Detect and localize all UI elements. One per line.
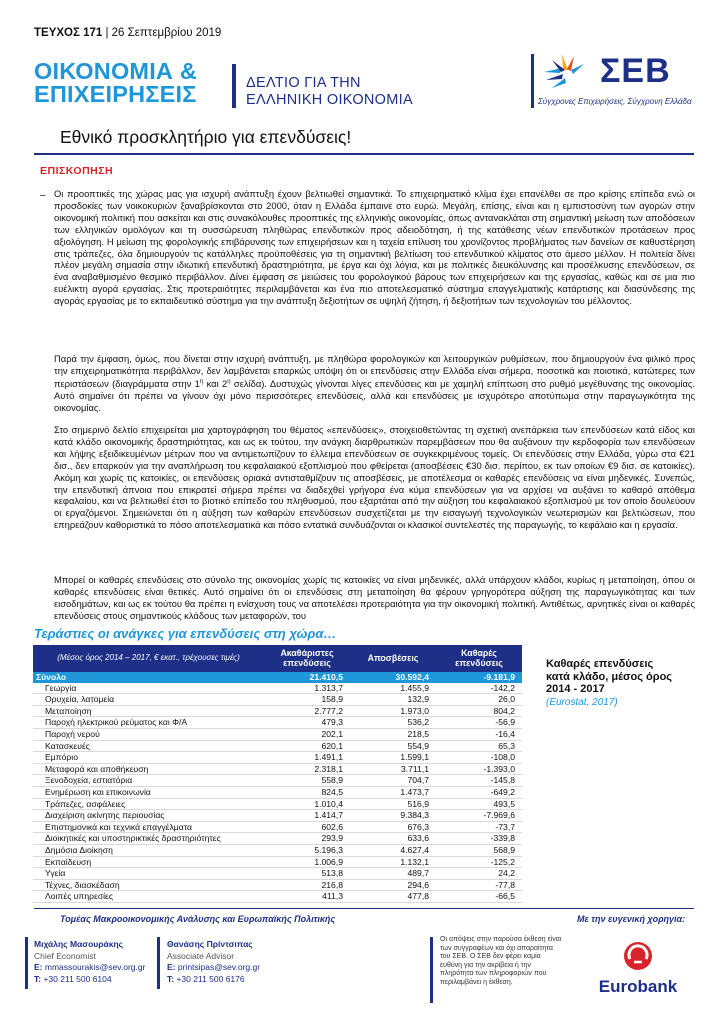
- row-net: 804,2: [436, 705, 522, 717]
- row-label: Γεωργία: [33, 683, 264, 694]
- subtitle-line-2: ΕΛΛΗΝΙΚΗ ΟΙΚΟΝΟΜΙΑ: [246, 92, 413, 108]
- contact-2: [167, 939, 260, 985]
- footer-department: Τομέας Μακροοικονομικής Ανάλυσης και Ευρωπαϊκής Πολιτικής: [60, 914, 336, 924]
- col-gross-line-2: επενδύσεις: [283, 657, 331, 668]
- row-net: -7.969,6: [436, 810, 522, 822]
- table-row: [33, 775, 522, 787]
- row-gross: 620,1: [264, 740, 350, 752]
- row-net: 24,2: [436, 868, 522, 880]
- col-header-gross: [264, 645, 350, 672]
- total-gross: 21.410,5: [264, 672, 350, 683]
- row-net: -77,8: [436, 879, 522, 891]
- row-depreciation: 1.973,0: [350, 705, 436, 717]
- row-gross: 1.010,4: [264, 798, 350, 810]
- row-net: -108,0: [436, 752, 522, 764]
- sev-logo-text: ΣΕΒ: [600, 52, 671, 90]
- side-title-line-1: Καθαρές επενδύσεις: [546, 658, 654, 670]
- paragraph-1: Οι προοπτικές της χώρας μας για ισχυρή ανάπτυξη έχουν βελτιωθεί σημαντικά. Το επιχειρηματικό κλίμα έχει επανέλθει σε προ κρίσης επίπεδα ενώ οι προσδοκίες των νοικοκυριών ξαναβρίσκονται στο 2000, όταν η Ελλάδα έμπαινε στο ευρώ. Μεγάλη, επίσης, είναι και η εμπιστοσύνη των αγορών στην οικονομική πολιτική που ασκείται και στις συνακόλουθες προοπτικές της ελληνικής οικονομίας, όπως αντανακλάται στη σημαντική μείωση των αποδόσεων των ελληνικών ομολόγων και τη συσσώρευση πληθώρας επενδυτικών προς αδειοδότηση, ή της κατάθεσης νέων επενδυτικών προτάσεων προς αξιολόγηση. Η μείωση της φορολογικής επιβάρυνσης των επιχειρήσεων και η ταχεία επίλυση του χρονίζοντος προβλήματος των δανείων σε καθυστέρηση στις τράπεζες, όλα δημιουργούν τις κατάλληλες προϋποθέσεις για τη σημαντική βελτίωση του επενδυτικού κλίματος στο άμεσο μέλλον. Η πολιτεία δίνει πλέον μεγάλη σημασία στην ιδιωτική επενδυτική δραστηριότητα, με έργα και όχι λόγια, και με πολιτικές διευκόλυνσης και προσέλκυσης επενδύσεων, σε ένα αναβαθμισμένο θεσμικό περιβάλλον. Δίνει έμφαση σε μειώσεις του φορολογικού βάρους των επιχειρήσεων και της εργασίας, καθώς και σε μια πιο ευέλικτη αγορά εργασίας. Στις προτεραιότητες περιλαμβάνεται και ένα πιο αποτελεσματικό σύστημα επαγγελματικής κατάρτισης και διασύνδεσης της αγοράς εργασίας με το εκπαιδευτικό σύστημα για την ανάπτυξη δεξιοτήτων σε υψηλή ζήτηση, ή δεξιοτήτων των τεχνολογιών του μέλλοντος.: [54, 188, 695, 307]
- issue-date: | 26 Σεπτεμβρίου 2019: [105, 27, 222, 39]
- col-gross-line-1: Ακαθάριστες: [280, 648, 334, 658]
- row-gross: 1.491,1: [264, 752, 350, 764]
- row-net: -73,7: [436, 821, 522, 833]
- contact-1: [34, 939, 145, 985]
- row-depreciation: 4.627,4: [350, 844, 436, 856]
- table-row: [33, 683, 522, 694]
- row-label: Διαχείριση ακίνητης περιουσίας: [33, 810, 264, 822]
- row-gross: 1.414,7: [264, 810, 350, 822]
- paragraph-4: Μπορεί οι καθαρές επενδύσεις στο σύνολο της οικονομίας χωρίς τις κατοικίες να είναι μηδενικές, αλλά υπάρχουν κλάδοι, κυρίως η μεταποίηση, όπου οι καθαρές επενδύσεις είναι θετικές. Αυτό σημαίνει ότι οι επενδύσεις στη μεταποίηση θα φέρουν γρηγορότερα αύξηση της παραγωγικότητας και των εισοδημάτων, και ως εκ τούτου θα πρέπει η ενίσχυση τους να αποτελέσει προτεραιότητα για την οικονομική πολιτική. Αντιθέτως, αρνητικές είναι οι καθαρές επενδύσεις στους σημαντικούς κλάδους των μεταφορών, του: [54, 574, 695, 621]
- row-net: -125,2: [436, 856, 522, 868]
- col-net-line-2: επενδύσεις: [455, 657, 503, 668]
- contact-1-email-label: E:: [34, 962, 43, 973]
- footer-sponsor-label: Με την ευγενική χορηγία:: [577, 914, 686, 924]
- row-depreciation: 1.473,7: [350, 786, 436, 798]
- bulletin-brand: [34, 60, 197, 106]
- row-label: Διοικητικές και υποστηρικτικές δραστηριότητες: [33, 833, 264, 845]
- sev-tagline: Σύγχρονες Επιχειρήσεις, Σύγχρονη Ελλάδα: [538, 97, 692, 106]
- row-label: Ορυχεία, λατομεία: [33, 694, 264, 706]
- contact-1-phone: +30 211 500 6104: [43, 973, 112, 984]
- contact-1-email[interactable]: mmassourakis@sev.org.gr: [44, 962, 146, 973]
- contact-1-phone-label: T:: [34, 973, 42, 984]
- row-depreciation: 676,3: [350, 821, 436, 833]
- contact-2-email-label: E:: [167, 962, 176, 973]
- superscript-1: η: [199, 378, 204, 385]
- table-row: [33, 705, 522, 717]
- row-label: Λοιπές υπηρεσίες: [33, 891, 264, 903]
- table-row: [33, 752, 522, 764]
- row-label: Παροχή νερού: [33, 728, 264, 740]
- row-label: Επιστημονικά και τεχνικά επαγγέλματα: [33, 821, 264, 833]
- row-net: 568,9: [436, 844, 522, 856]
- row-net: -1.393,0: [436, 763, 522, 775]
- row-net: -339,8: [436, 833, 522, 845]
- row-depreciation: 1.599,1: [350, 752, 436, 764]
- row-depreciation: 489,7: [350, 868, 436, 880]
- side-title-line-3: 2014 - 2017: [546, 683, 605, 695]
- row-label: Υγεία: [33, 868, 264, 880]
- article-title: Εθνικό προσκλητήριο για επενδύσεις!: [60, 127, 352, 147]
- disclaimer-text: Οι απόψεις στην παρούσα έκθεση είναι των συγγραφέων και όχι απαραίτητα του ΣΕΒ. Ο ΣΕΒ δεν φέρει καμία ευθύνη για την ακρίβεια ή την πληρότητα των πληροφοριών που περιλαμβάνει η έκθεση.: [440, 936, 562, 986]
- row-net: -66,5: [436, 891, 522, 903]
- row-gross: 2.777,2: [264, 705, 350, 717]
- table-side-title: [546, 658, 696, 696]
- col-header-depreciation: Αποσβέσεις: [350, 645, 436, 672]
- superscript-2: η: [227, 378, 231, 385]
- row-gross: 824,5: [264, 786, 350, 798]
- table-total-row: [33, 672, 522, 683]
- row-gross: 158,9: [264, 694, 350, 706]
- row-label: Τράπεζες, ασφάλειες: [33, 798, 264, 810]
- subtitle-line-1: ΔΕΛΤΙΟ ΓΙΑ ΤΗΝ: [246, 75, 361, 91]
- row-label: Παροχή ηλεκτρικού ρεύματος και Φ/Α: [33, 717, 264, 729]
- table-row: [33, 868, 522, 880]
- table-row: [33, 786, 522, 798]
- row-net: -56,9: [436, 717, 522, 729]
- row-gross: 513,8: [264, 868, 350, 880]
- row-gross: 1.313,7: [264, 683, 350, 694]
- table-row: [33, 810, 522, 822]
- issue-number: ΤΕΥΧΟΣ 171: [34, 27, 103, 39]
- table-source: (Eurostat, 2017): [546, 697, 618, 708]
- row-label: Εμπόριο: [33, 752, 264, 764]
- paragraph-2: [54, 353, 695, 414]
- row-label: Μεταφορά και αποθήκευση: [33, 763, 264, 775]
- row-gross: 558,9: [264, 775, 350, 787]
- row-net: -142,2: [436, 683, 522, 694]
- row-depreciation: 536,2: [350, 717, 436, 729]
- row-depreciation: 3.711,1: [350, 763, 436, 775]
- contact-1-email-row: [34, 962, 145, 974]
- brand-divider: [232, 64, 236, 108]
- table-row: [33, 891, 522, 903]
- eurobank-logo: [582, 936, 694, 1002]
- row-depreciation: 554,9: [350, 740, 436, 752]
- table-row: [33, 717, 522, 729]
- issue-line: [34, 27, 221, 39]
- contact-1-bar: [25, 937, 28, 989]
- row-net: -16,4: [436, 728, 522, 740]
- contact-2-role: Associate Advisor: [167, 950, 235, 961]
- footer-rule: [34, 908, 694, 909]
- total-net: -9.181,9: [436, 672, 522, 683]
- row-gross: 479,3: [264, 717, 350, 729]
- contact-1-phone-row: [34, 974, 145, 986]
- contact-1-role: Chief Economist: [34, 950, 96, 961]
- eurobank-wordmark: Eurobank: [598, 977, 678, 996]
- contact-1-name: Μιχάλης Μασουράκης: [34, 939, 124, 949]
- row-depreciation: 9.384,3: [350, 810, 436, 822]
- total-depreciation: 30.592,4: [350, 672, 436, 683]
- bulletin-subtitle: [246, 75, 413, 109]
- col-header-net: [436, 645, 522, 672]
- table-row: [33, 844, 522, 856]
- contact-2-name: Θανάσης Πρίντσιπας: [167, 939, 253, 949]
- row-gross: 1.006,9: [264, 856, 350, 868]
- table-row: [33, 798, 522, 810]
- row-net: 65,3: [436, 740, 522, 752]
- row-depreciation: 477,8: [350, 891, 436, 903]
- row-depreciation: 516,9: [350, 798, 436, 810]
- contact-2-phone-label: T:: [167, 973, 175, 984]
- row-net: 26,0: [436, 694, 522, 706]
- row-depreciation: 1.132,1: [350, 856, 436, 868]
- row-gross: 216,8: [264, 879, 350, 891]
- row-gross: 602,6: [264, 821, 350, 833]
- side-title-line-2: κατά κλάδο, μέσος όρος: [546, 670, 673, 683]
- title-rule: [34, 153, 694, 155]
- row-depreciation: 218,5: [350, 728, 436, 740]
- row-gross: 2.318,1: [264, 763, 350, 775]
- section-heading: ΕΠΙΣΚΟΠΗΣΗ: [40, 165, 114, 177]
- row-depreciation: 704,7: [350, 775, 436, 787]
- table-caption: (Μέσος όρος 2014 – 2017, € εκατ., τρέχουσες τιμές): [33, 645, 264, 672]
- row-gross: 5.196,3: [264, 844, 350, 856]
- row-label: Δημόσια Διοίκηση: [33, 844, 264, 856]
- row-depreciation: 132,9: [350, 694, 436, 706]
- logo-divider: [531, 54, 534, 108]
- brand-line-2: ΕΠΙΧΕΙΡΗΣΕΙΣ: [34, 81, 197, 107]
- row-label: Ενημέρωση και επικοινωνία: [33, 786, 264, 798]
- eurobank-emblem-icon: [624, 942, 652, 970]
- table-title: Τεράστιες οι ανάγκες για επενδύσεις στη χώρα…: [34, 626, 337, 641]
- paragraph-3: Στο σημερινό δελτίο επιχειρείται μια χαρτογράφηση του θέματος «επενδύσεις», στοιχειοθετώντας τη σχετική ανεπάρκεια των επενδύσεων κατά είδος και κατά κλάδο οικονομικής δραστηριότητας, και ως εκ τούτου, την ανάγκη διαρθρωτικών παρεμβάσεων που θα αυξάνουν την κερδοφορία των επενδύσεων και λήψης εξειδικευμένων μέτρων που να αντιμετωπίζουν το έλλειμα επενδύσεων σε συγκεκριμένους τομείς. Οι επενδύσεις στην Ελλάδα, γύρω στα €21 δισ., δεν επαρκούν για την αναπλήρωση του κεφαλαιακού εξοπλισμού που φθείρεται (αποσβέσεις €30 δισ. περίπου, εκ των οποίων €9 δισ. σε κατοικίες). Ακόμη και χωρίς τις κατοικίες, οι επενδύσεις οριακά αντισταθμίζουν τις αποσβέσεις, με αποτέλεσμα οι καθαρές επενδύσεις να είναι μηδενικές. Συνεπώς, την επενδυτική άπνοια που επικρατεί σήμερα πρέπει να διαδεχθεί γρήγορα ένα κύμα επενδύσεων για να αρχίσει να αυξάνει το καθαρό απόθεμα κεφαλαίου, και να βελτιωθεί έτσι το βιοτικό επίπεδο του πληθυσμού, που εξαρτάται από την αύξηση του κεφαλαιακού εξοπλισμού με τον οποίο δουλεύουν οι εργαζόμενοι. Σημειώνεται ότι η αύξηση των καθαρών επενδύσεων συσχετίζεται με την εισαγωγή τεχνολογικών νεωτερισμών και βελτιώσεων, που επηρεάζουν καθοριστικά το πόσο αποτελεσματικά και πόσο εντατικά συνδυάζονται οι κλασικοί συντελεστές της παραγωγής, το κεφάλαιο και η εργασία.: [54, 424, 695, 531]
- row-net: -145,8: [436, 775, 522, 787]
- table-row: [33, 856, 522, 868]
- brand-line-1: ΟΙΚΟΝΟΜΙΑ &: [34, 58, 198, 84]
- row-label: Κατασκευές: [33, 740, 264, 752]
- bullet-dash: –: [40, 190, 46, 201]
- paragraph-2-part-2: και 2: [203, 377, 228, 389]
- row-depreciation: 633,6: [350, 833, 436, 845]
- contact-2-phone-row: [167, 974, 260, 986]
- contact-2-email[interactable]: printsipas@sev.org.gr: [177, 962, 261, 973]
- paragraph-2-part-3: σελίδα). Δυστυχώς γίνονται λίγες επενδύσεις και με χαμηλή επίπτωση στο ρυθμό μεγέθυνσης της οικονομίας. Αυτό σημαίνει ότι πρέπει να γίνουν όχι μόνο περισσότερες επενδύσεις, αλλά και επενδύσεις με ισχυρότερο αποτύπωμα στην παραγωγικότητα της οικονομίας.: [54, 377, 696, 413]
- table-row: [33, 821, 522, 833]
- row-label: Ξενοδοχεία, εστιατόρια: [33, 775, 264, 787]
- investment-table: [33, 645, 522, 903]
- table-row: [33, 879, 522, 891]
- col-net-line-1: Καθαρές: [461, 648, 497, 658]
- row-net: -649,2: [436, 786, 522, 798]
- total-label: Σύνολο: [33, 672, 264, 683]
- table-row: [33, 740, 522, 752]
- table-header-row: [33, 645, 522, 672]
- contact-2-phone: +30 211 500 6176: [176, 973, 245, 984]
- disclaimer-bar: [430, 937, 433, 1003]
- row-depreciation: 294,6: [350, 879, 436, 891]
- row-depreciation: 1.455,9: [350, 683, 436, 694]
- table-row: [33, 833, 522, 845]
- table-row: [33, 763, 522, 775]
- row-gross: 411,3: [264, 891, 350, 903]
- paragraph-2-part-1: Παρά την έμφαση, όμως, που δίνεται στην ισχυρή ανάπτυξη, με πληθώρα φορολογικών και λειτουργικών ρυθμίσεων, που δημιουργούν ένα φιλικό προς την επιχειρηματικότητα περιβάλλον, δεν λαμβάνεται επαρκώς υπόψη ότι οι επενδύσεις στην Ελλάδα είναι σήμερα, ποσοτικά και ποιοτικά, κατώτερες των περιστάσεων (διαγράμματα στην 1: [54, 353, 695, 389]
- row-label: Μεταποίηση: [33, 705, 264, 717]
- contact-2-bar: [157, 937, 160, 989]
- contact-2-email-row: [167, 962, 260, 974]
- row-label: Εκπαίδευση: [33, 856, 264, 868]
- table-row: [33, 694, 522, 706]
- row-gross: 202,1: [264, 728, 350, 740]
- row-label: Τέχνες, διασκέδαση: [33, 879, 264, 891]
- row-net: 493,5: [436, 798, 522, 810]
- table-row: [33, 728, 522, 740]
- table-body: [33, 672, 522, 902]
- row-gross: 293,9: [264, 833, 350, 845]
